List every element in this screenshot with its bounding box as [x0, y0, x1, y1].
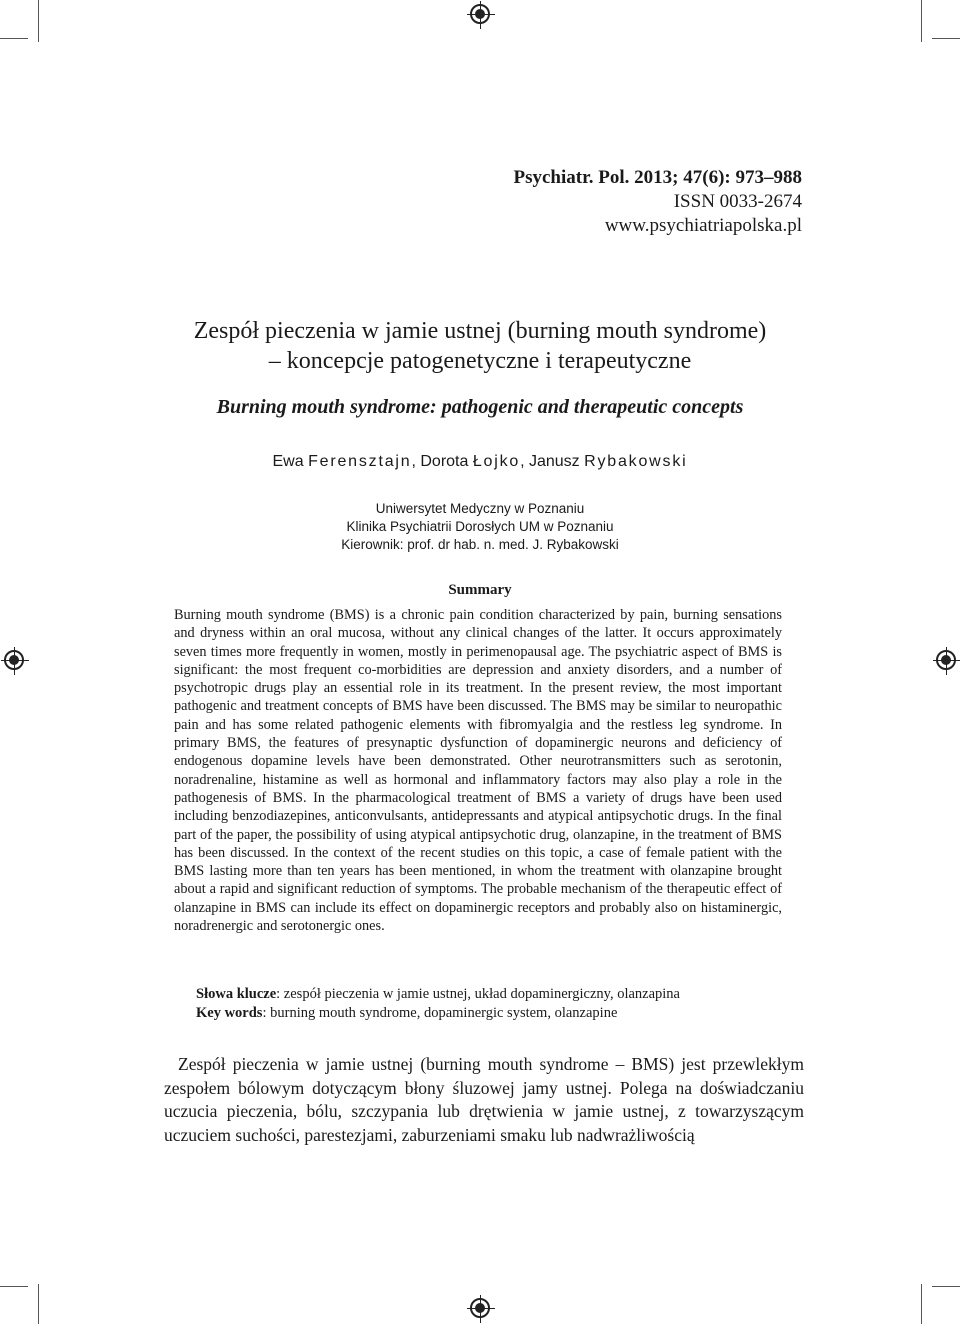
registration-target-icon — [470, 1298, 490, 1318]
crop-mark-icon — [0, 38, 28, 39]
journal-website: www.psychiatriapolska.pl — [604, 215, 802, 236]
title-line-2: – koncepcje patogenetyczne i terapeutyczne — [268, 348, 692, 374]
summary-text: Burning mouth syndrome (BMS) is a chronic pain condition characterized by pain, burning sensations and dryness within an oral mucosa, without any clinical changes of the latter. It occurs approximately seven times more frequently in women, mostly in perimenopausal age. The psychiatric aspect of BMS is significant: the most frequent co-morbidities are depression and anxiety disorders, and a number of psychotropic drugs play an essential role in its treatment. In the present review, the most important pathogenic and treatment concepts of BMS have been discussed. The BMS may be similar to neuropathic pain and has some related pathogenic elements with fibromyalgia and the restless leg syndrome. In primary BMS, the features of presynaptic dysfunction of dopaminergic neurons and deficiency of endogenous dopamine levels have been demonstrated. Other neurotransmitters such as serotonin, noradrenaline, histamine as well as hormonal and inflammatory factors may also play a role in the pathogenesis of BMS. In the pharmacological treatment of BMS a variety of drugs have been used including benzodiazepines, anticonvulsants, antidepressants and atypical antipsychotic drugs. In the final part of the paper, the possibility of using atypical antipsychotic drug, olanzapine, in the treatment of BMS has been discussed. In the context of the recent studies on this topic, a case of female patient with the BMS lasting more than ten years has been mentioned, in whom the treatment with olanzapine brought about a rapid and significant reduction of symptoms. The probable mechanism of the therapeutic effect of olanzapine in BMS can include its effect on dopaminergic receptors and probably also on histaminergic, noradrenergic and serotonergic ones. — [174, 607, 782, 935]
keywords-label: Key words — [196, 1005, 263, 1021]
article-title-english: Burning mouth syndrome: pathogenic and therapeutic concepts — [216, 396, 744, 418]
keywords-english — [196, 1004, 796, 1023]
author-last-name: Ferensztajn — [308, 453, 412, 470]
crop-mark-icon — [932, 38, 960, 39]
registration-target-icon — [470, 4, 490, 24]
registration-target-icon — [936, 650, 956, 670]
author-first-name: Dorota — [420, 453, 473, 470]
journal-citation: Psychiatr. Pol. 2013; 47(6): 973–988 — [513, 167, 802, 188]
crop-mark-icon — [38, 1284, 39, 1324]
keywords-value: : burning mouth syndrome, dopaminergic system, olanzapine — [262, 1005, 618, 1021]
author-first-name: Ewa — [272, 453, 309, 470]
registration-target-icon — [4, 650, 24, 670]
crop-mark-icon — [932, 1286, 960, 1287]
keywords-label: Słowa klucze — [196, 986, 277, 1002]
keywords-block — [196, 985, 796, 1023]
crop-mark-icon — [0, 1286, 28, 1287]
keywords-value: : zespół pieczenia w jamie ustnej, układ dopaminergiczny, olanzapina — [276, 986, 680, 1002]
affiliation-line: Kierownik: prof. dr hab. n. med. J. Rybakowski — [341, 537, 619, 552]
affiliation-line: Uniwersytet Medyczny w Poznaniu — [375, 501, 585, 516]
keywords-polish — [196, 985, 796, 1004]
body-paragraph: Zespół pieczenia w jamie ustnej (burning mouth syndrome – BMS) jest przewlekłym zespołem bólowym dotyczącym błony śluzowej jamy ustnej. Polega na doświadczaniu uczucia pieczenia, bólu, szczypania lub drętwienia w jamie ustnej, z towarzyszącym uczuciem suchości, parestezjami, zaburzeniami smaku lub nadwrażliwością — [164, 1054, 804, 1145]
affiliation-line: Klinika Psychiatrii Dorosłych UM w Poznaniu — [346, 519, 614, 534]
author-last-name: Rybakowski — [584, 453, 688, 470]
affiliation — [100, 500, 860, 554]
journal-header — [514, 166, 803, 238]
crop-mark-icon — [921, 1284, 922, 1324]
author-last-name: Łojko — [472, 453, 521, 470]
journal-issn: ISSN 0033-2674 — [673, 191, 802, 212]
crop-mark-icon — [921, 0, 922, 42]
author-separator: , — [411, 453, 421, 470]
author-separator: , — [520, 453, 529, 470]
author-first-name: Janusz — [528, 453, 585, 470]
crop-mark-icon — [38, 0, 39, 42]
author-list — [100, 451, 860, 473]
title-line-1: Zespół pieczenia w jamie ustnej (burning mouth syndrome) — [193, 318, 767, 344]
summary-heading: Summary — [448, 582, 512, 598]
article-title-polish — [100, 316, 860, 376]
